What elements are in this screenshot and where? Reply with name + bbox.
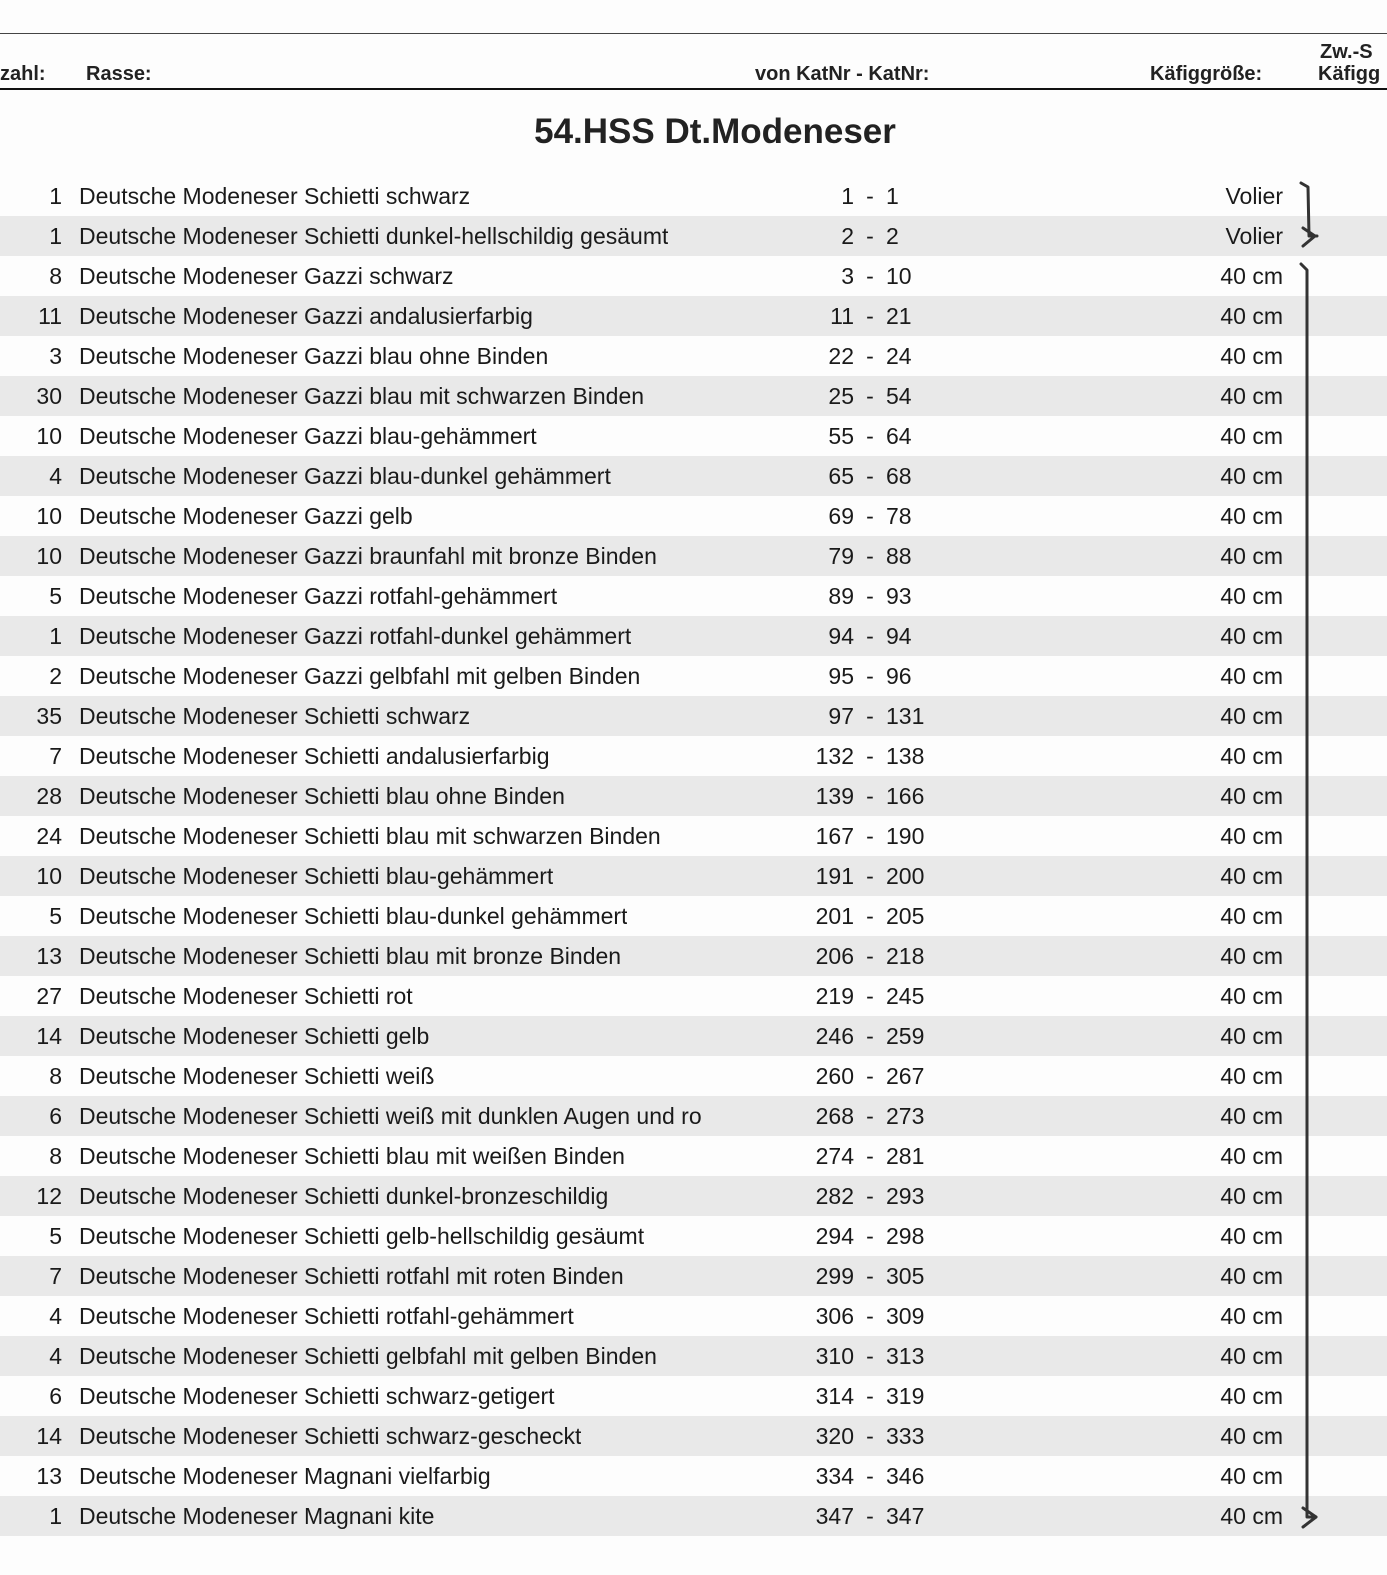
entry-count: 12	[36, 1183, 62, 1209]
cage-size: 40 cm	[1220, 583, 1283, 609]
entry-count: 3	[49, 343, 62, 369]
range-dash: -	[866, 1503, 874, 1529]
breed-name: Deutsche Modeneser Gazzi blau-dunkel gehämmert	[79, 463, 611, 489]
range-dash: -	[866, 703, 874, 729]
cage-size-header: Käfiggröße:	[1150, 63, 1263, 85]
entry-count: 4	[49, 1303, 62, 1329]
breed-name: Deutsche Modeneser Gazzi blau ohne Binden	[79, 343, 549, 369]
catalog-from: 11	[830, 303, 854, 329]
range-dash: -	[866, 263, 874, 289]
range-dash: -	[866, 863, 874, 889]
range-dash: -	[866, 1463, 874, 1489]
catalog-to: 54	[886, 383, 912, 409]
catalog-to: 190	[886, 823, 925, 849]
range-dash: -	[866, 503, 874, 529]
entry-count: 11	[38, 303, 62, 329]
entry-count: 35	[36, 703, 62, 729]
breed-name: Deutsche Modeneser Schietti dunkel-bronzeschildig	[79, 1183, 609, 1209]
entry-count: 10	[36, 863, 62, 889]
breed-name: Deutsche Modeneser Gazzi blau-gehämmert	[79, 423, 537, 449]
catalog-to: 131	[886, 703, 925, 729]
catalog-to: 245	[886, 983, 925, 1009]
cage-size: 40 cm	[1220, 623, 1283, 649]
cage-size: 40 cm	[1220, 743, 1283, 769]
breed-name: Deutsche Modeneser Schietti andalusierfarbig	[79, 743, 550, 769]
cage-size: 40 cm	[1220, 663, 1283, 689]
entry-count: 1	[49, 183, 62, 209]
catalog-to: 309	[886, 1303, 925, 1329]
catalog-to: 94	[886, 623, 912, 649]
cage-size: 40 cm	[1220, 943, 1283, 969]
breed-name: Deutsche Modeneser Schietti rot	[79, 983, 413, 1009]
range-dash: -	[866, 303, 874, 329]
breed-name: Deutsche Modeneser Magnani vielfarbig	[79, 1463, 491, 1489]
catalog-from: 1	[841, 183, 854, 209]
catalog-from: 306	[815, 1303, 854, 1329]
cage-bracket	[1301, 264, 1316, 1517]
count-header: zahl:	[0, 63, 46, 85]
cage-size: 40 cm	[1220, 1023, 1283, 1049]
catalog-from: 132	[815, 743, 854, 769]
breed-name: Deutsche Modeneser Gazzi andalusierfarbig	[79, 303, 533, 329]
catalog-to: 24	[886, 343, 912, 369]
cage-size: 40 cm	[1220, 463, 1283, 489]
range-dash: -	[866, 1383, 874, 1409]
cage-size: 40 cm	[1220, 423, 1283, 449]
catalog-to: 346	[886, 1463, 925, 1489]
range-dash: -	[866, 663, 874, 689]
entry-count: 5	[49, 583, 62, 609]
catalog-from: 310	[815, 1343, 854, 1369]
cage-size: 40 cm	[1220, 823, 1283, 849]
catalog-from: 89	[828, 583, 854, 609]
catalog-to: 347	[886, 1503, 925, 1529]
breed-name: Deutsche Modeneser Schietti schwarz	[79, 703, 471, 729]
catalog-from: 268	[815, 1103, 854, 1129]
breed-name: Deutsche Modeneser Schietti weiß	[79, 1063, 435, 1089]
breed-name: Deutsche Modeneser Schietti schwarz-getigert	[79, 1383, 555, 1409]
breed-name: Deutsche Modeneser Gazzi schwarz	[79, 263, 454, 289]
entry-count: 6	[49, 1383, 62, 1409]
breed-name: Deutsche Modeneser Gazzi gelb	[79, 503, 413, 529]
catalog-from: 97	[828, 703, 854, 729]
catalog-from: 274	[815, 1143, 854, 1169]
cage-size: 40 cm	[1220, 1263, 1283, 1289]
entry-count: 10	[36, 543, 62, 569]
cage-size: 40 cm	[1220, 383, 1283, 409]
breed-name: Deutsche Modeneser Gazzi rotfahl-dunkel gehämmert	[79, 623, 632, 649]
catalog-to: 319	[886, 1383, 925, 1409]
range-dash: -	[866, 743, 874, 769]
breed-name: Deutsche Modeneser Schietti blau ohne Binden	[79, 783, 565, 809]
range-dash: -	[866, 583, 874, 609]
catalog-from: 95	[828, 663, 854, 689]
range-dash: -	[866, 1263, 874, 1289]
entry-count: 7	[49, 743, 62, 769]
catalog-to: 93	[886, 583, 912, 609]
catalog-to: 64	[886, 423, 912, 449]
cage-size: 40 cm	[1220, 1343, 1283, 1369]
entry-count: 28	[36, 783, 62, 809]
catalog-from: 139	[815, 783, 854, 809]
catalog-from: 3	[841, 263, 854, 289]
breed-name: Deutsche Modeneser Schietti rotfahl mit roten Binden	[79, 1263, 624, 1289]
range-dash: -	[866, 983, 874, 1009]
catalog-from: 347	[815, 1503, 854, 1529]
cage-size: Volier	[1225, 223, 1283, 249]
entry-count: 8	[49, 1063, 62, 1089]
breed-name: Deutsche Modeneser Schietti dunkel-hellschildig gesäumt	[79, 223, 669, 249]
catalog-to: 267	[886, 1063, 925, 1089]
catalog-to: 273	[886, 1103, 925, 1129]
cage-size: 40 cm	[1220, 903, 1283, 929]
entry-count: 5	[49, 903, 62, 929]
entry-count: 30	[36, 383, 62, 409]
catalog-from: 55	[828, 423, 854, 449]
breed-name: Deutsche Modeneser Schietti blau-dunkel gehämmert	[79, 903, 628, 929]
catalog-to: 138	[886, 743, 925, 769]
range-dash: -	[866, 1023, 874, 1049]
breed-name: Deutsche Modeneser Schietti blau mit bronze Binden	[79, 943, 622, 969]
catalog-from: 2	[841, 223, 854, 249]
breed-name: Deutsche Modeneser Schietti rotfahl-gehämmert	[79, 1303, 574, 1329]
breed-name: Deutsche Modeneser Schietti gelbfahl mit gelben Binden	[79, 1343, 657, 1369]
catalog-from: 25	[828, 383, 854, 409]
catalog-to: 218	[886, 943, 925, 969]
catalog-from: 246	[815, 1023, 854, 1049]
range-dash: -	[866, 1423, 874, 1449]
catalog-to: 259	[886, 1023, 925, 1049]
entry-count: 1	[49, 623, 62, 649]
cage-size: 40 cm	[1220, 1303, 1283, 1329]
range-dash: -	[866, 903, 874, 929]
breed-name: Deutsche Modeneser Magnani kite	[79, 1503, 435, 1529]
catalog-to: 281	[886, 1143, 925, 1169]
entry-count: 24	[36, 823, 62, 849]
breed-name: Deutsche Modeneser Schietti blau-gehämmert	[79, 863, 554, 889]
range-dash: -	[866, 1063, 874, 1089]
cage-size: 40 cm	[1220, 1103, 1283, 1129]
entry-count: 4	[49, 1343, 62, 1369]
cage-size: 40 cm	[1220, 1503, 1283, 1529]
range-dash: -	[866, 183, 874, 209]
catalog-from: 314	[815, 1383, 854, 1409]
catalog-from: 201	[815, 903, 854, 929]
cage-size: 40 cm	[1220, 343, 1283, 369]
entry-count: 13	[36, 1463, 62, 1489]
catalog-from: 167	[815, 823, 854, 849]
catalog-from: 219	[815, 983, 854, 1009]
breed-header: Rasse:	[86, 63, 152, 85]
range-dash: -	[866, 1143, 874, 1169]
entry-count: 27	[36, 983, 62, 1009]
catalog-to: 333	[886, 1423, 925, 1449]
range-dash: -	[866, 1303, 874, 1329]
entry-count: 5	[49, 1223, 62, 1249]
catalog-from: 294	[815, 1223, 854, 1249]
range-dash: -	[866, 1103, 874, 1129]
cage-size: 40 cm	[1220, 1463, 1283, 1489]
entry-count: 13	[36, 943, 62, 969]
catalog-from: 334	[815, 1463, 854, 1489]
cage-size: 40 cm	[1220, 1143, 1283, 1169]
catalog-from: 206	[815, 943, 854, 969]
breed-name: Deutsche Modeneser Schietti blau mit schwarzen Binden	[79, 823, 661, 849]
cage-size: 40 cm	[1220, 1423, 1283, 1449]
range-dash: -	[866, 543, 874, 569]
catalog-to: 305	[886, 1263, 925, 1289]
extra-header-line2: Käfigg	[1318, 63, 1381, 85]
catalog-from: 299	[815, 1263, 854, 1289]
cage-size: 40 cm	[1220, 1223, 1283, 1249]
entry-count: 14	[36, 1023, 62, 1049]
entry-count: 10	[36, 503, 62, 529]
range-dash: -	[866, 1343, 874, 1369]
catalog-to: 293	[886, 1183, 925, 1209]
catalog-to: 68	[886, 463, 912, 489]
catalog-from: 191	[815, 863, 854, 889]
catalog-from: 282	[815, 1183, 854, 1209]
catalog-to: 1	[886, 183, 899, 209]
cage-size: 40 cm	[1220, 1063, 1283, 1089]
breed-name: Deutsche Modeneser Schietti gelb	[79, 1023, 430, 1049]
breed-name: Deutsche Modeneser Schietti schwarz	[79, 183, 471, 209]
range-dash: -	[866, 343, 874, 369]
breed-name: Deutsche Modeneser Gazzi braunfahl mit bronze Binden	[79, 543, 657, 569]
range-dash: -	[866, 823, 874, 849]
breed-name: Deutsche Modeneser Schietti schwarz-gescheckt	[79, 1423, 582, 1449]
breed-name: Deutsche Modeneser Gazzi gelbfahl mit gelben Binden	[79, 663, 641, 689]
cage-size: 40 cm	[1220, 703, 1283, 729]
catalog-to: 200	[886, 863, 925, 889]
cage-size: Volier	[1225, 183, 1283, 209]
catalog-from: 94	[828, 623, 854, 649]
entry-count: 8	[49, 1143, 62, 1169]
catalog-to: 88	[886, 543, 912, 569]
entry-count: 1	[49, 1503, 62, 1529]
cage-size: 40 cm	[1220, 863, 1283, 889]
catalog-from: 260	[815, 1063, 854, 1089]
catalog-from: 79	[828, 543, 854, 569]
range-dash: -	[866, 1183, 874, 1209]
breed-name: Deutsche Modeneser Gazzi rotfahl-gehämmert	[79, 583, 558, 609]
entry-count: 2	[49, 663, 62, 689]
catalog-to: 205	[886, 903, 925, 929]
breed-name: Deutsche Modeneser Schietti weiß mit dunklen Augen und ro	[79, 1103, 702, 1129]
entry-count: 1	[49, 223, 62, 249]
cage-size: 40 cm	[1220, 263, 1283, 289]
range-dash: -	[866, 223, 874, 249]
breed-name: Deutsche Modeneser Schietti gelb-hellschildig gesäumt	[79, 1223, 645, 1249]
cage-size: 40 cm	[1220, 783, 1283, 809]
entry-count: 4	[49, 463, 62, 489]
range-dash: -	[866, 623, 874, 649]
entry-count: 10	[36, 423, 62, 449]
cage-size: 40 cm	[1220, 303, 1283, 329]
catalog-to: 21	[886, 303, 912, 329]
range-dash: -	[866, 943, 874, 969]
catalog-to: 78	[886, 503, 912, 529]
entry-count: 7	[49, 1263, 62, 1289]
cage-size: 40 cm	[1220, 503, 1283, 529]
breed-name: Deutsche Modeneser Schietti blau mit weißen Binden	[79, 1143, 625, 1169]
catalog-from: 65	[828, 463, 854, 489]
cage-size: 40 cm	[1220, 543, 1283, 569]
entry-count: 8	[49, 263, 62, 289]
catalog-to: 2	[886, 223, 899, 249]
range-dash: -	[866, 783, 874, 809]
catalog-to: 298	[886, 1223, 925, 1249]
entry-count: 6	[49, 1103, 62, 1129]
extra-header-line1: Zw.-S	[1320, 41, 1373, 63]
range-dash: -	[866, 463, 874, 489]
catalog-to: 313	[886, 1343, 925, 1369]
section-title: 54.HSS Dt.Modeneser	[534, 112, 896, 151]
catalog-to: 166	[886, 783, 925, 809]
cage-size: 40 cm	[1220, 1383, 1283, 1409]
range-dash: -	[866, 423, 874, 449]
catalog-range-header: von KatNr - KatNr:	[755, 63, 930, 85]
catalog-from: 320	[815, 1423, 854, 1449]
range-dash: -	[866, 1223, 874, 1249]
catalog-to: 10	[886, 263, 912, 289]
catalog-to: 96	[886, 663, 912, 689]
cage-size: 40 cm	[1220, 1183, 1283, 1209]
breed-name: Deutsche Modeneser Gazzi blau mit schwarzen Binden	[79, 383, 645, 409]
catalog-from: 69	[828, 503, 854, 529]
catalog-from: 22	[828, 343, 854, 369]
range-dash: -	[866, 383, 874, 409]
entry-count: 14	[36, 1423, 62, 1449]
cage-size: 40 cm	[1220, 983, 1283, 1009]
